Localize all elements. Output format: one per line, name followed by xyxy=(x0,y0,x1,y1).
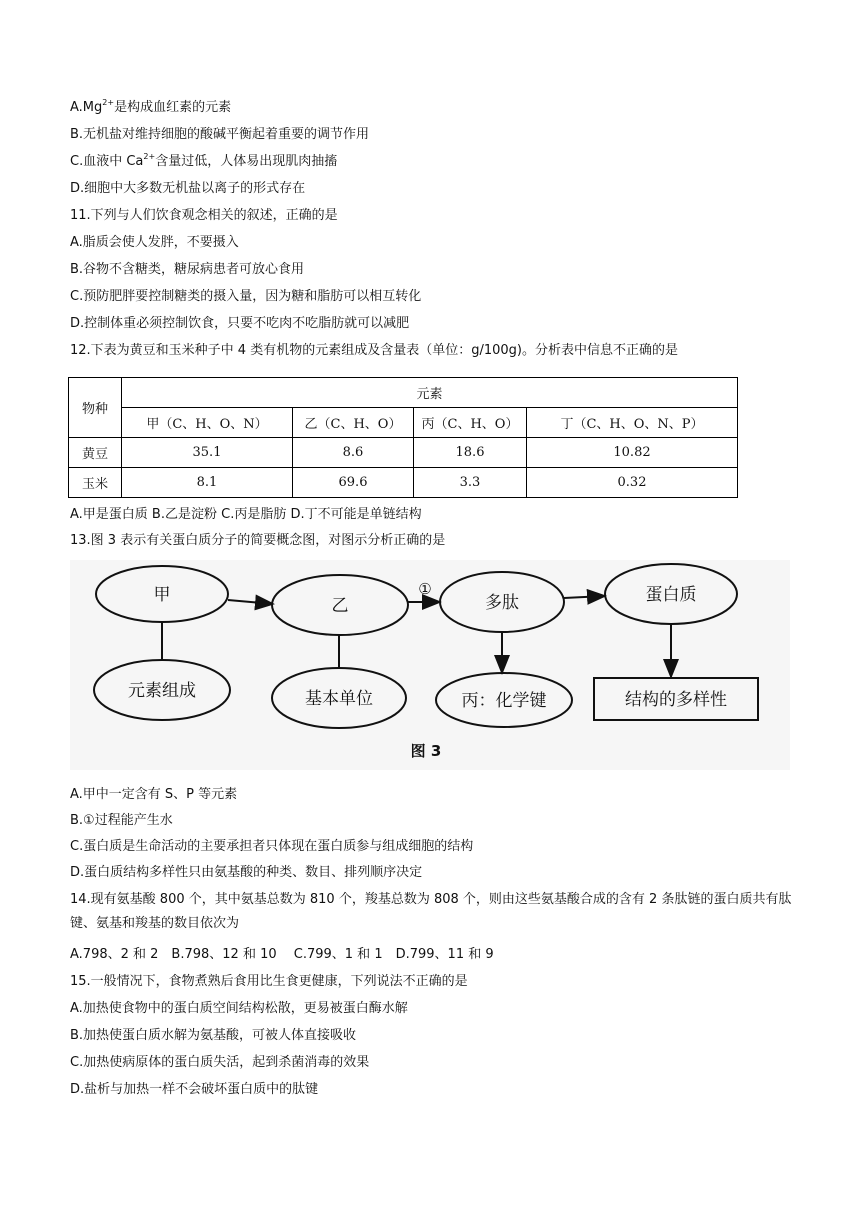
node-yuansu-label: 元素组成 xyxy=(128,681,196,701)
q10-option-c: C.血液中 $Ca^{2+}$含量过低，人体易出现肌肉抽搐 xyxy=(70,152,338,169)
q15-option-c: C.加热使病原体的蛋白质失活，起到杀菌消毒的效果 xyxy=(70,1055,370,1070)
q14-options: A.798、2 和 2 B.798、12 和 10 C.799、1 和 1 D.799、11 和 9 xyxy=(70,947,494,962)
q13-option-c: C.蛋白质是生命活动的主要承担者只体现在蛋白质参与组成细胞的结构 xyxy=(70,839,474,854)
q12-options: A.甲是蛋白质 B.乙是淀粉 C.丙是脂肪 D.丁不可能是单链结构 xyxy=(70,507,422,522)
node-duotai-label: 多肽 xyxy=(485,593,519,613)
table-cell: 35.1 xyxy=(122,438,293,468)
node-jiben-label: 基本单位 xyxy=(305,689,373,709)
node-yi-label: 乙 xyxy=(331,596,349,616)
node-danbaizhi-label: 蛋白质 xyxy=(645,585,697,605)
table-cell: 3.3 xyxy=(414,468,527,498)
q11-option-b: B.谷物不含糖类，糖尿病患者可放心食用 xyxy=(70,262,305,277)
column-header-ding: 丁（C、H、O、N、P） xyxy=(527,408,738,438)
q15-option-b: B.加热使蛋白质水解为氨基酸，可被人体直接吸收 xyxy=(70,1028,357,1043)
q11-option-d: D.控制体重必须控制饮食，只要不吃肉不吃脂肪就可以减肥 xyxy=(70,316,410,331)
q10-option-a: $A.Mg^{2+}$是构成血红素的元素 xyxy=(70,98,232,115)
q13-stem: 13.图 3 表示有关蛋白质分子的简要概念图，对图示分析正确的是 xyxy=(70,533,446,548)
table-cell: 10.82 xyxy=(527,438,738,468)
q13-option-d: D.蛋白质结构多样性只由氨基酸的种类、数目、排列顺序决定 xyxy=(70,865,423,880)
q15-option-d: D.盐析与加热一样不会破坏蛋白质中的肽键 xyxy=(70,1082,319,1097)
row-label-soybean: 黄豆 xyxy=(69,438,122,468)
element-content-table xyxy=(68,377,738,498)
node-jia-label: 甲 xyxy=(153,585,171,605)
table-row xyxy=(69,438,738,468)
node-bing-label: 丙：化学键 xyxy=(461,691,547,711)
q14-stem: 14.现有氨基酸 800 个，其中氨基总数为 810 个，羧基总数为 808 个，则由这些氨基酸合成的含有 2 条肽链的蛋白质共有肽键、氨基和羧基的数目依次为 xyxy=(70,892,792,931)
q13-option-b: B.①过程能产生水 xyxy=(70,813,173,828)
table-cell: 8.6 xyxy=(293,438,414,468)
table-cell: 8.1 xyxy=(122,468,293,498)
elements-header: 元素 xyxy=(122,378,738,408)
q13-option-a: A.甲中一定含有 S、P 等元素 xyxy=(70,787,238,802)
protein-concept-diagram xyxy=(70,560,790,770)
q12-stem: 12.下表为黄豆和玉米种子中 4 类有机物的元素组成及含量表（单位：g/100g)。分析表中信息不正确的是 xyxy=(70,343,678,358)
q10-option-d: D.细胞中大多数无机盐以离子的形式存在 xyxy=(70,181,306,196)
table-row xyxy=(69,468,738,498)
q15-option-a: A.加热使食物中的蛋白质空间结构松散，更易被蛋白酶水解 xyxy=(70,1001,408,1016)
species-header: 物种 xyxy=(69,378,122,438)
q11-option-c: C.预防肥胖要控制糖类的摄入量，因为糖和脂肪可以相互转化 xyxy=(70,289,422,304)
process-1-label: ① xyxy=(418,580,432,598)
table-cell: 69.6 xyxy=(293,468,414,498)
row-label-corn: 玉米 xyxy=(69,468,122,498)
table-cell: 18.6 xyxy=(414,438,527,468)
q10-option-b: B.无机盐对维持细胞的酸碱平衡起着重要的调节作用 xyxy=(70,127,370,142)
q15-stem: 15.一般情况下，食物煮熟后食用比生食更健康，下列说法不正确的是 xyxy=(70,974,468,989)
column-header-yi: 乙（C、H、O） xyxy=(293,408,414,438)
node-jiegou-label: 结构的多样性 xyxy=(625,690,727,710)
column-header-jia: 甲（C、H、O、N） xyxy=(122,408,293,438)
table-cell: 0.32 xyxy=(527,468,738,498)
column-header-bing: 丙（C、H、O） xyxy=(414,408,527,438)
q11-option-a: A.脂质会使人发胖，不要摄入 xyxy=(70,235,239,250)
q11-stem: 11.下列与人们饮食观念相关的叙述，正确的是 xyxy=(70,208,338,223)
figure-caption: 图 3 xyxy=(410,742,442,760)
